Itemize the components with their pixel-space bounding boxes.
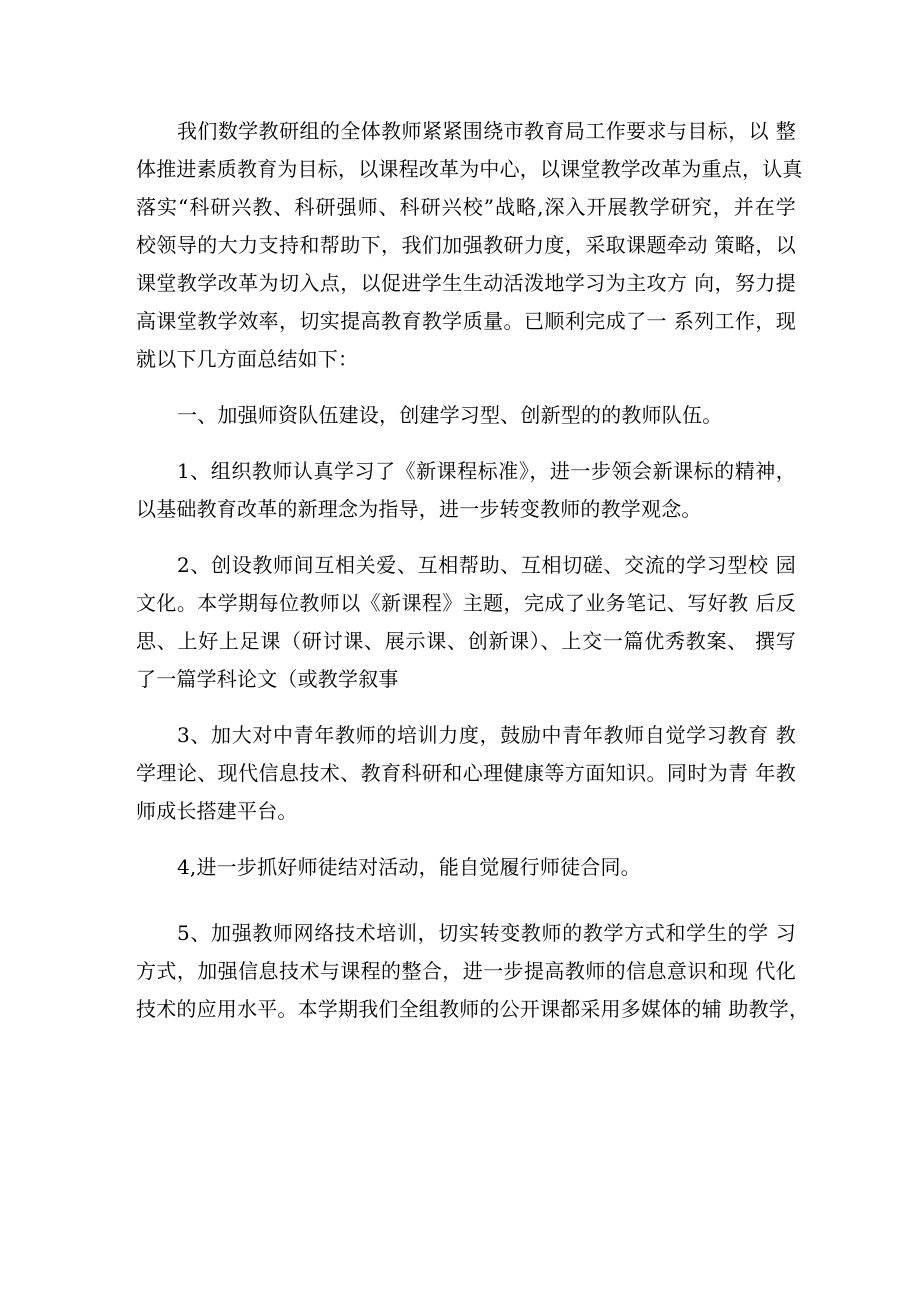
text-line: 校领导的大力支持和帮助下，我们加强教研力度，采取课题牵动 策略，以 [136,233,796,257]
text-line: 我们数学教研组的全体教师紧紧围绕市教育局工作要求与目标，以 整 [177,119,796,143]
section-heading [136,396,796,434]
text-line: 课堂教学改革为切入点，以促进学生生动活泼地学习为主攻方 向，努力提 [136,271,796,295]
document-page [136,112,810,1028]
text-line: 了一篇学科论文（或教学叙事 [136,667,399,691]
text-line: 5、加强教师网络技术培训，切实转变教师的教学方式和学生的学 习 [177,921,796,945]
item-2-paragraph [136,546,796,698]
item-5-paragraph [136,914,810,1028]
text-line: 落实“科研兴教、科研强师、科研兴校”战略,深入开展教学研究，并在学 [136,195,796,219]
text-line: 师成长搭建平台。 [136,799,298,823]
text-line: 高课堂教学效率，切实提高教育教学质量。已顺利完成了一 系列工作，现 [136,309,796,333]
text-line: 技术的应用水平。本学期我们全组教师的公开课都采用多媒体的辅 助教学， [136,997,810,1021]
text-line: 体推进素质教育为目标，以课程改革为中心，以课堂教学改革为重点，认真 [136,157,803,181]
text-line: 学理论、现代信息技术、教育科研和心理健康等方面知识。同时为青 年教 [136,761,796,785]
item-3-paragraph [136,716,796,830]
item-1-paragraph [136,452,796,528]
text-line: 3、加大对中青年教师的培训力度，鼓励中青年教师自觉学习教育 教 [177,723,796,747]
item-4-paragraph [136,848,796,886]
text-line: 一、加强师资队伍建设，创建学习型、创新型的的教师队伍。 [177,403,723,427]
text-line: 思、上好上足课（研讨课、展示课、创新课）、上交一篇优秀教案、 撰写 [136,629,796,653]
text-line: 2、创设教师间互相关爱、互相帮助、互相切磋、交流的学习型校 园 [177,553,796,577]
text-line: 以基础教育改革的新理念为指导，进一步转变教师的教学观念。 [136,497,702,521]
intro-paragraph [136,112,803,378]
text-line: 1、组织教师认真学习了《新课程标准》，进一步领会新课标的精神， [177,459,796,483]
text-line: 文化。本学期每位教师以《新课程》主题，完成了业务笔记、写好教 后反 [136,591,796,615]
text-line: 4,进一步抓好师徒结对活动，能自觉履行师徒合同。 [177,855,641,879]
text-line: 方式，加强信息技术与课程的整合，进一步提高教师的信息意识和现 代化 [136,959,796,983]
text-line: 就以下几方面总结如下： [136,347,359,371]
